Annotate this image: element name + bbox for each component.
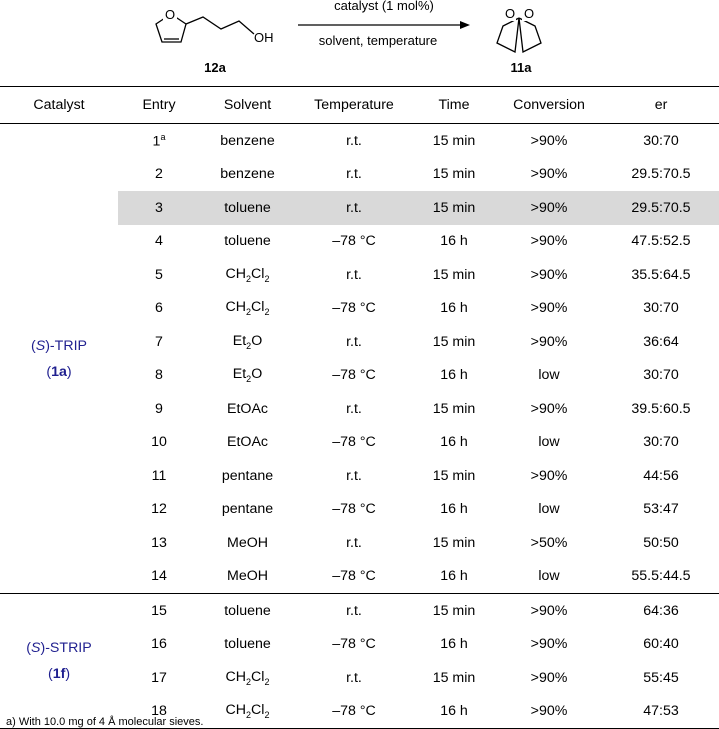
entry-number: 18 xyxy=(151,703,167,720)
entry-cell xyxy=(118,191,200,225)
conversion-cell: low xyxy=(538,434,560,451)
er-cell: 30:70 xyxy=(643,132,679,149)
conversion-cell: >90% xyxy=(530,400,568,417)
conversion-cell: >90% xyxy=(495,695,603,729)
time-cell: 15 min xyxy=(432,602,476,619)
solvent-part: CH xyxy=(225,265,247,282)
temperature-cell: r.t. xyxy=(346,132,362,149)
er-cell: 29.5:70.5 xyxy=(603,191,719,225)
entry-cell xyxy=(118,594,200,628)
product-label: 11a xyxy=(510,60,532,75)
solvent-cell xyxy=(200,325,295,359)
er-cell: 47.5:52.5 xyxy=(631,233,691,250)
entry-number: 2 xyxy=(155,166,163,183)
reactant-label: 12a xyxy=(204,60,226,75)
conversion-cell: >90% xyxy=(530,669,568,686)
entry-cell xyxy=(118,124,200,158)
entry-cell xyxy=(118,392,200,426)
entry-number: 13 xyxy=(151,534,167,551)
entry-number: 17 xyxy=(151,669,167,686)
solvent-part: Cl xyxy=(251,299,265,316)
entry-number: 15 xyxy=(151,602,167,619)
header-solvent: Solvent xyxy=(200,87,295,124)
solvent-cell xyxy=(200,628,295,662)
conversion-cell: >90% xyxy=(530,266,568,283)
solvent-part: O xyxy=(251,332,263,349)
entry-footnote-mark: a xyxy=(160,131,166,142)
solvent-subscript: 2 xyxy=(246,340,252,351)
time-cell: 16 h xyxy=(440,300,468,317)
er-cell: 55.5:44.5 xyxy=(603,560,719,594)
header-temperature: Temperature xyxy=(295,87,413,124)
catalyst-name xyxy=(0,333,118,359)
time-cell: 15 min xyxy=(432,400,476,417)
reaction-scheme xyxy=(0,0,719,80)
header-conversion: Conversion xyxy=(495,87,603,124)
header-time: Time xyxy=(413,87,495,124)
catalyst-code-bold: 1a xyxy=(51,363,67,380)
solvent-part: Cl xyxy=(251,668,265,685)
solvent-name: toluene xyxy=(224,233,271,250)
solvent-part: Et xyxy=(232,332,247,349)
temperature-cell: –78 °C xyxy=(295,695,413,729)
temperature-cell: r.t. xyxy=(346,602,362,619)
entry-cell xyxy=(118,560,200,594)
er-cell: 36:64 xyxy=(643,333,679,350)
er-cell: 30:70 xyxy=(643,434,679,451)
table-row xyxy=(0,124,719,158)
solvent-cell xyxy=(200,560,295,594)
time-cell: 16 h xyxy=(440,434,468,451)
time-cell: 16 h xyxy=(413,695,495,729)
time-cell: 16 h xyxy=(440,636,468,653)
temperature-cell: r.t. xyxy=(295,191,413,225)
temperature-cell: r.t. xyxy=(346,266,362,283)
solvent-cell xyxy=(200,493,295,527)
temperature-cell: r.t. xyxy=(346,669,362,686)
er-cell: 35.5:64.5 xyxy=(631,266,691,283)
solvent-part: CH xyxy=(225,668,247,685)
entry-number: 9 xyxy=(155,400,163,417)
temperature-cell: –78 °C xyxy=(332,300,376,317)
catalyst-stereo: S xyxy=(35,337,46,354)
solvent-subscript: 2 xyxy=(246,676,252,687)
temperature-cell: r.t. xyxy=(346,467,362,484)
er-cell: 53:47 xyxy=(643,501,679,518)
entry-cell xyxy=(118,158,200,192)
entry-cell xyxy=(118,493,200,527)
catalyst-prefix: ( xyxy=(31,337,36,354)
er-cell: 55:45 xyxy=(643,669,679,686)
time-cell: 16 h xyxy=(440,233,468,250)
solvent-cell xyxy=(200,392,295,426)
conversion-cell: low xyxy=(495,560,603,594)
solvent-cell xyxy=(200,225,295,259)
arrow-head xyxy=(460,21,470,29)
time-cell: 16 h xyxy=(413,560,495,594)
table-row xyxy=(0,594,719,628)
solvent-cell xyxy=(200,594,295,628)
solvent-name: pentane xyxy=(221,501,274,518)
solvent-name: toluene xyxy=(224,602,271,619)
solvent-subscript: 2 xyxy=(264,710,270,721)
conversion-cell: >90% xyxy=(530,166,568,183)
solvent-part: Cl xyxy=(251,702,265,719)
entry-cell xyxy=(118,225,200,259)
temperature-cell: –78 °C xyxy=(332,501,376,518)
time-cell: 15 min xyxy=(432,166,476,183)
time-cell: 16 h xyxy=(440,367,468,384)
entry-number: 6 xyxy=(155,300,163,317)
solvent-cell xyxy=(200,459,295,493)
conversion-cell: >90% xyxy=(530,636,568,653)
solvent-name: EtOAc xyxy=(227,434,268,451)
temperature-cell: –78 °C xyxy=(332,367,376,384)
solvent-subscript: 2 xyxy=(246,374,252,385)
er-cell: 60:40 xyxy=(643,636,679,653)
catalyst-stereo: S xyxy=(31,640,41,656)
results-table xyxy=(0,86,719,729)
conversion-cell: >50% xyxy=(530,534,568,551)
time-cell: 15 min xyxy=(432,266,476,283)
arrow-condition-above: catalyst (1 mol%) xyxy=(334,0,434,13)
er-cell: 39.5:60.5 xyxy=(631,400,691,417)
solvent-cell xyxy=(200,359,295,393)
solvent-cell xyxy=(200,158,295,192)
solvent-name: toluene xyxy=(224,199,271,216)
solvent-subscript: 2 xyxy=(264,676,270,687)
entry-number: 5 xyxy=(155,266,163,283)
header-entry: Entry xyxy=(118,87,200,124)
solvent-cell xyxy=(200,661,295,695)
entry-cell xyxy=(118,359,200,393)
entry-cell xyxy=(118,661,200,695)
solvent-part: O xyxy=(251,366,263,383)
solvent-subscript: 2 xyxy=(246,307,252,318)
table-header-row xyxy=(0,87,719,124)
entry-cell xyxy=(118,526,200,560)
time-cell: 15 min xyxy=(432,333,476,350)
catalyst-code-bold: 1f xyxy=(52,666,66,682)
solvent-subscript: 2 xyxy=(246,273,252,284)
time-cell: 15 min xyxy=(413,191,495,225)
catalyst-code: (1f) xyxy=(47,666,71,682)
time-cell: 15 min xyxy=(432,534,476,551)
product-oxygen-left: O xyxy=(504,6,516,21)
temperature-cell: –78 °C xyxy=(332,434,376,451)
er-cell: 44:56 xyxy=(643,467,679,484)
reactant-oxygen: O xyxy=(164,7,176,22)
solvent-name: MeOH xyxy=(227,534,268,551)
header-er: er xyxy=(603,87,719,124)
entry-number: 11 xyxy=(151,467,167,484)
arrow-condition-below: solvent, temperature xyxy=(318,33,438,48)
temperature-cell: –78 °C xyxy=(295,560,413,594)
solvent-part: CH xyxy=(225,299,247,316)
time-cell: 15 min xyxy=(432,669,476,686)
er-cell: 30:70 xyxy=(643,367,679,384)
product-structure xyxy=(497,18,541,52)
solvent-name: benzene xyxy=(220,166,275,183)
solvent-subscript: 2 xyxy=(264,307,270,318)
entry-number: 8 xyxy=(155,367,163,384)
solvent-cell xyxy=(200,124,295,158)
solvent-part: Cl xyxy=(251,265,265,282)
table-footnote: a) With 10.0 mg of 4 Å molecular sieves. xyxy=(6,716,204,728)
entry-number: 16 xyxy=(151,636,167,653)
catalyst-cell xyxy=(0,594,118,729)
solvent-cell xyxy=(200,191,295,225)
entry-number: 14 xyxy=(151,568,167,585)
header-catalyst: Catalyst xyxy=(0,87,118,124)
solvent-cell xyxy=(200,695,295,729)
solvent-name: benzene xyxy=(220,132,275,149)
temperature-cell: r.t. xyxy=(346,534,362,551)
reactant-hydroxyl: OH xyxy=(254,30,274,45)
solvent-subscript: 2 xyxy=(246,710,252,721)
solvent-name: pentane xyxy=(221,467,274,484)
catalyst-name xyxy=(0,635,118,661)
conversion-cell: >90% xyxy=(530,467,568,484)
temperature-cell: r.t. xyxy=(346,333,362,350)
er-cell: 47:53 xyxy=(603,695,719,729)
solvent-part: Et xyxy=(232,366,247,383)
solvent-cell xyxy=(200,292,295,326)
catalyst-suffix: )-TRIP xyxy=(45,337,87,354)
entry-number: 10 xyxy=(151,434,167,451)
entry-cell xyxy=(118,459,200,493)
er-cell: 29.5:70.5 xyxy=(631,166,691,183)
time-cell: 15 min xyxy=(432,467,476,484)
entry-number: 3 xyxy=(155,199,163,216)
entry-cell xyxy=(118,628,200,662)
entry-cell xyxy=(118,426,200,460)
conversion-cell: low xyxy=(538,367,560,384)
conversion-cell: low xyxy=(538,501,560,518)
product-oxygen-right: O xyxy=(523,6,535,21)
catalyst-suffix: )-STRIP xyxy=(40,640,92,656)
catalyst-prefix: ( xyxy=(26,640,32,656)
temperature-cell: –78 °C xyxy=(332,636,376,653)
conversion-cell: >90% xyxy=(530,300,568,317)
solvent-name: toluene xyxy=(224,636,271,653)
entry-number: 12 xyxy=(151,501,167,518)
entry-number: 1 xyxy=(152,133,161,150)
er-cell: 50:50 xyxy=(643,534,679,551)
solvent-subscript: 2 xyxy=(264,273,270,284)
conversion-cell: >90% xyxy=(530,602,568,619)
entry-number: 7 xyxy=(155,333,163,350)
time-cell: 16 h xyxy=(440,501,468,518)
entry-cell xyxy=(118,258,200,292)
catalyst-cell xyxy=(0,124,118,594)
solvent-cell xyxy=(200,526,295,560)
conversion-cell: >90% xyxy=(530,233,568,250)
entry-number: 4 xyxy=(155,233,163,250)
solvent-name: EtOAc xyxy=(227,400,268,417)
solvent-name: MeOH xyxy=(227,568,268,585)
entry-cell xyxy=(118,292,200,326)
conversion-cell: >90% xyxy=(530,132,568,149)
temperature-cell: r.t. xyxy=(346,400,362,417)
er-cell: 30:70 xyxy=(643,300,679,317)
solvent-part: CH xyxy=(225,702,247,719)
conversion-cell: >90% xyxy=(530,333,568,350)
solvent-cell xyxy=(200,258,295,292)
er-cell: 64:36 xyxy=(643,602,679,619)
conversion-cell: >90% xyxy=(495,191,603,225)
catalyst-code: (1a) xyxy=(46,363,72,380)
temperature-cell: r.t. xyxy=(346,166,362,183)
time-cell: 15 min xyxy=(432,132,476,149)
entry-cell xyxy=(118,325,200,359)
solvent-cell xyxy=(200,426,295,460)
temperature-cell: –78 °C xyxy=(332,233,376,250)
